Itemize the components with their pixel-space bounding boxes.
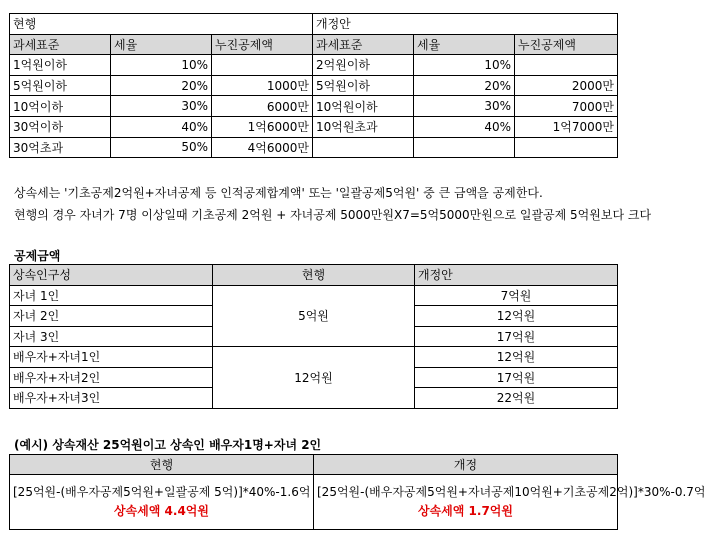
header-tax-base: 과세표준 (313, 34, 414, 55)
revised-title: 개정안 (313, 14, 618, 35)
rate-title-row (10, 14, 618, 35)
example-header-row (10, 455, 618, 475)
revised-base: 5억원이하 (313, 75, 414, 96)
current-deduction: 1억6000만 (212, 116, 313, 137)
rate-row (10, 75, 618, 96)
current-base: 30억이하 (10, 116, 111, 137)
current-deduction: 4억6000만 (212, 137, 313, 158)
current-base: 10억이하 (10, 96, 111, 117)
current-rate: 50% (111, 137, 212, 158)
revised-tax-result: 상속세액 1.7억원 (418, 504, 513, 518)
revised-deduction (515, 137, 618, 158)
composition-cell: 배우자+자녀1인 (10, 347, 213, 368)
current-amount-group-1: 5억원 (213, 285, 415, 347)
current-base: 5억원이하 (10, 75, 111, 96)
rate-row (10, 116, 618, 137)
rate-row (10, 55, 618, 76)
composition-cell: 배우자+자녀2인 (10, 367, 213, 388)
note-line-1: 상속세는 '기초공제2억원+자녀공제 등 인적공제합계액' 또는 '일괄공제5억원' 중 큰 금액을 공제한다. (14, 186, 543, 200)
example-table (9, 454, 706, 530)
rate-row (10, 96, 618, 117)
revised-formula: [25억원-(배우자공제5억원+자녀공제10억원+기초공제2억)]*30%-0.7억 (317, 485, 706, 499)
revised-rate: 20% (414, 75, 515, 96)
current-deduction: 1000만 (212, 75, 313, 96)
revised-calculation-cell (314, 475, 706, 530)
header-rate: 세율 (414, 34, 515, 55)
current-formula: [25억원-(배우자공제5억원+일괄공제 5억)]*40%-1.6억 (13, 485, 311, 499)
revised-amount-cell: 22억원 (415, 388, 618, 409)
revised-amount-cell: 7억원 (415, 285, 618, 306)
current-title: 현행 (10, 14, 313, 35)
current-rate: 20% (111, 75, 212, 96)
header-deduction: 누진공제액 (515, 34, 618, 55)
current-amount-group-2: 12억원 (213, 347, 415, 409)
revised-base: 10억원이하 (313, 96, 414, 117)
current-base: 1억원이하 (10, 55, 111, 76)
revised-amount-cell: 12억원 (415, 306, 618, 327)
revised-rate (414, 137, 515, 158)
current-calculation-cell (10, 475, 314, 530)
rate-row (10, 137, 618, 158)
tax-rate-table (9, 13, 618, 158)
composition-cell: 자녀 3인 (10, 326, 213, 347)
header-rate: 세율 (111, 34, 212, 55)
composition-cell: 자녀 2인 (10, 306, 213, 327)
header-current: 현행 (213, 265, 415, 286)
example-body-row (10, 475, 618, 530)
revised-rate: 10% (414, 55, 515, 76)
table-row (10, 285, 618, 306)
deduction-header-row (10, 265, 618, 286)
revised-deduction: 1억7000만 (515, 116, 618, 137)
revised-amount-cell: 17억원 (415, 326, 618, 347)
deduction-table (9, 264, 618, 409)
current-deduction: 6000만 (212, 96, 313, 117)
example-header-current: 현행 (10, 455, 314, 475)
current-base: 30억초과 (10, 137, 111, 158)
composition-cell: 자녀 1인 (10, 285, 213, 306)
example-title: (예시) 상속재산 25억원이고 상속인 배우자1명+자녀 2인 (14, 438, 322, 452)
example-header-revised: 개정 (314, 455, 618, 475)
revised-base: 10억원초과 (313, 116, 414, 137)
current-rate: 40% (111, 116, 212, 137)
revised-base: 2억원이하 (313, 55, 414, 76)
table-row (10, 347, 618, 368)
revised-deduction: 7000만 (515, 96, 618, 117)
revised-deduction: 2000만 (515, 75, 618, 96)
header-revised: 개정안 (415, 265, 618, 286)
current-rate: 30% (111, 96, 212, 117)
current-tax-result: 상속세액 4.4억원 (114, 504, 209, 518)
rate-header-row (10, 34, 618, 55)
revised-deduction (515, 55, 618, 76)
revised-amount-cell: 17억원 (415, 367, 618, 388)
revised-amount-cell: 12억원 (415, 347, 618, 368)
deduction-title: 공제금액 (14, 249, 61, 263)
current-deduction (212, 55, 313, 76)
header-composition: 상속인구성 (10, 265, 213, 286)
note-line-2: 현행의 경우 자녀가 7명 이상일때 기초공제 2억원 + 자녀공제 5000만원X7=5억5000만원으로 일괄공제 5억원보다 크다 (14, 208, 652, 222)
revised-rate: 40% (414, 116, 515, 137)
header-deduction: 누진공제액 (212, 34, 313, 55)
revised-rate: 30% (414, 96, 515, 117)
current-rate: 10% (111, 55, 212, 76)
header-tax-base: 과세표준 (10, 34, 111, 55)
composition-cell: 배우자+자녀3인 (10, 388, 213, 409)
revised-base (313, 137, 414, 158)
